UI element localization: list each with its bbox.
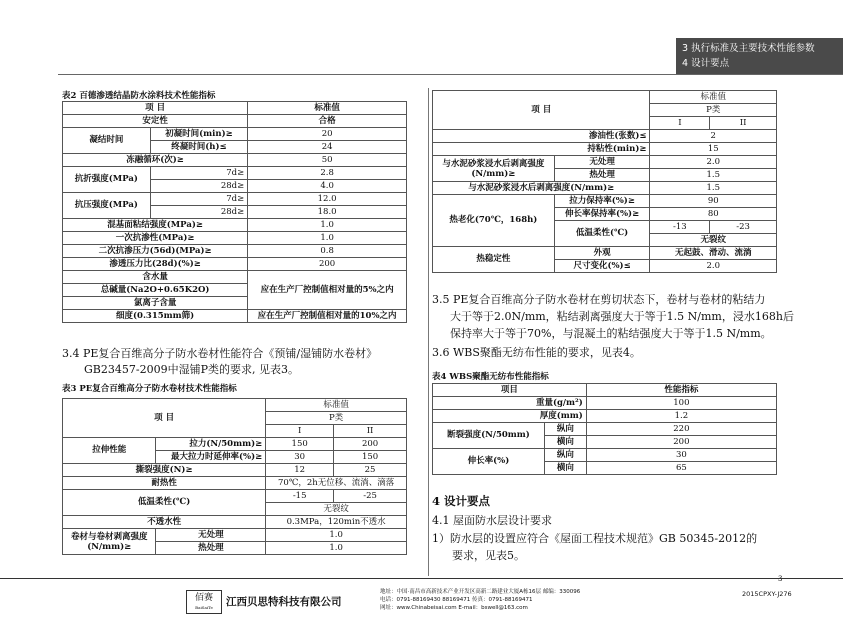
table4-header-value: 性能指标 [586, 384, 776, 397]
table2-cell: 氯离子含量 [63, 297, 248, 310]
table4-cell: 重量(g/m²) [433, 397, 587, 410]
table2-cell: 总碱量(Na2O+0.65K2O) [63, 284, 248, 297]
table3b-cell: 热处理 [554, 169, 650, 182]
table3b-header-item: 项 目 [433, 91, 650, 130]
column-divider [428, 88, 429, 576]
table3-cell: -15 [266, 490, 334, 503]
logo-subtext: BaiSaiTe [195, 605, 213, 610]
table3-cell: 无处理 [156, 529, 266, 542]
table4-cell: 纵向 [544, 449, 586, 462]
table4-cell: 200 [586, 436, 776, 449]
table3-cell: 耐热性 [63, 477, 266, 490]
table2-cell: 应在生产厂控制值相对量的10%之内 [248, 310, 407, 323]
table3b-header-i: I [650, 117, 710, 130]
table3b-cell: -13 [650, 221, 710, 234]
table3-header-p: P类 [266, 412, 407, 425]
table2-cell: 一次抗渗性(MPa)≥ [63, 232, 248, 245]
table3b-cell: 拉力保持率(%)≥ [554, 195, 650, 208]
section-3-5-line3: 保持率大于等于70%，与混凝土的粘结强度大于等于1.5 N/mm。 [450, 327, 772, 340]
table2-cell: 24 [248, 141, 407, 154]
table3b-cell: 90 [650, 195, 777, 208]
table2-header-std: 标准值 [248, 102, 407, 115]
table3-continued [432, 90, 777, 273]
table2-header-item: 项 目 [63, 102, 248, 115]
table3b-cell: 渗油性(张数)≤ [433, 130, 650, 143]
header-line-1: 3 执行标准及主要技术性能参数 [682, 43, 815, 54]
table3-cell: 25 [334, 464, 407, 477]
table4 [432, 383, 777, 475]
table3-header-i: I [266, 425, 334, 438]
table3-cell: 不透水性 [63, 516, 266, 529]
table3b-cell: 外观 [554, 247, 650, 260]
section-4-1-item1-line1: 1）防水层的设置应符合《屋面工程技术规范》GB 50345-2012的 [432, 532, 758, 545]
table3 [62, 398, 407, 555]
table3-cell: 热处理 [156, 542, 266, 555]
table3b-cell: 热稳定性 [433, 247, 555, 273]
table2-cell: 初凝时间(min)≥ [150, 128, 248, 141]
table3b-cell: 与水泥砂浆浸水后剥离强度(N/mm)≥ [433, 156, 555, 182]
table2-cell: 渗透压力比(28d)(%)≥ [63, 258, 248, 271]
section-4-1-title: 4.1 屋面防水层设计要求 [432, 514, 552, 527]
table3-cell: 200 [334, 438, 407, 451]
header-rule [58, 74, 843, 75]
section-4-1-item1-line2: 要求，见表5。 [452, 549, 525, 562]
table3b-cell: 无处理 [554, 156, 650, 169]
table3-cell: 0.3MPa，120min不透水 [266, 516, 407, 529]
table3-cell: 无裂纹 [266, 503, 407, 516]
table3b-cell: 伸长率保持率(%)≥ [554, 208, 650, 221]
table2-cell: 20 [248, 128, 407, 141]
table3b-header-std: 标准值 [650, 91, 777, 104]
table4-cell: 1.2 [586, 410, 776, 423]
table2-cell: 混基面粘结强度(MPa)≥ [63, 219, 248, 232]
table3b-cell: 1.5 [650, 169, 777, 182]
table2-cell: 应在生产厂控制值相对量的5%之内 [248, 271, 407, 310]
table3-cell: 30 [266, 451, 334, 464]
table4-cell: 65 [586, 462, 776, 475]
table2-cell: 终凝时间(h)≤ [150, 141, 248, 154]
header-line-2: 4 设计要点 [682, 58, 730, 69]
table2-cell: 抗压强度(MPa) [63, 193, 151, 219]
table2-cell: 12.0 [248, 193, 407, 206]
table4-cell: 断裂强度(N/50mm) [433, 423, 545, 449]
table3-caption: 表3 PE复合百维高分子防水卷材技术性能指标 [62, 384, 237, 394]
table3b-cell: 尺寸变化(%)≤ [554, 260, 650, 273]
table3b-cell: 2.0 [650, 156, 777, 169]
table4-cell: 伸长率(%) [433, 449, 545, 475]
table2-cell: 2.8 [248, 167, 407, 180]
table2-cell: 冻融循环(次)≥ [63, 154, 248, 167]
table4-cell: 220 [586, 423, 776, 436]
table3b-cell: 2.0 [650, 260, 777, 273]
section-3-4-line2: GB23457-2009中湿铺P类的要求, 见表3。 [84, 363, 299, 376]
table3-cell: -25 [334, 490, 407, 503]
table3b-cell: 1.5 [650, 182, 777, 195]
table2-cell: 4.0 [248, 180, 407, 193]
table2-cell: 200 [248, 258, 407, 271]
table3-cell: 1.0 [266, 529, 407, 542]
page-number: 3 [778, 575, 783, 583]
table3-cell: 150 [334, 451, 407, 464]
table3-cell: 拉伸性能 [63, 438, 156, 464]
section-header-tab [676, 38, 843, 74]
table2 [62, 101, 407, 323]
table2-cell: 50 [248, 154, 407, 167]
table2-cell: 含水量 [63, 271, 248, 284]
table2-cell: 二次抗渗压力(56d)(MPa)≥ [63, 245, 248, 258]
footer-website: 网址：www.Chinabeisai.com E-mail：bswell@163.com [380, 605, 528, 611]
footer-contact [380, 588, 580, 612]
table3b-cell: 无裂纹 [650, 234, 777, 247]
table3-cell: 拉力(N/50mm)≥ [156, 438, 266, 451]
table3b-cell: 与水泥砂浆浸水后剥离强度(N/mm)≥ [433, 182, 650, 195]
table3-header-ii: II [334, 425, 407, 438]
table4-cell: 100 [586, 397, 776, 410]
table4-cell: 纵向 [544, 423, 586, 436]
table2-cell: 0.8 [248, 245, 407, 258]
section-3-6: 3.6 WBS聚酯无纺布性能的要求，见表4。 [432, 346, 641, 359]
table2-cell: 18.0 [248, 206, 407, 219]
table3b-cell: 无起鼓、滑动、流淌 [650, 247, 777, 260]
table2-cell: 7d≥ [150, 193, 248, 206]
table3-cell: 70℃，2h无位移、流淌、滴落 [266, 477, 407, 490]
section-3-5-line1: 3.5 PE复合百维高分子防水卷材在剪切状态下，卷材与卷材的粘结力 [432, 293, 766, 306]
table4-cell: 横向 [544, 462, 586, 475]
table2-caption: 表2 百德渗透结晶防水涂料技术性能指标 [62, 91, 216, 101]
table2-cell: 1.0 [248, 219, 407, 232]
table3-cell: 低温柔性(℃) [63, 490, 266, 516]
table2-cell: 合格 [248, 115, 407, 128]
logo-text: 佰赛 [194, 593, 213, 603]
table3-cell: 卷材与卷材剥离强度(N/mm)≥ [63, 529, 156, 555]
table2-cell: 安定性 [63, 115, 248, 128]
table3-cell: 12 [266, 464, 334, 477]
table3b-cell: 15 [650, 143, 777, 156]
table4-cell: 30 [586, 449, 776, 462]
table2-cell: 7d≥ [150, 167, 248, 180]
table4-cell: 横向 [544, 436, 586, 449]
table4-cell: 厚度(mm) [433, 410, 587, 423]
footer-phone: 电话：0791-88169430 88169471 传真：0791-88169471 [380, 597, 533, 603]
table3b-cell: 持粘性(min)≥ [433, 143, 650, 156]
document-code: 2015CPXY-J276 [742, 590, 792, 598]
table3b-header-p: P类 [650, 104, 777, 117]
footer-address: 地址：中国·南昌市高新技术产业开发区高新二路建业大厦A栋16层 邮编：330096 [380, 589, 581, 595]
table3-cell: 最大拉力时延伸率(%)≥ [156, 451, 266, 464]
table2-cell: 凝结时间 [63, 128, 151, 154]
table3b-cell: -23 [710, 221, 777, 234]
section-3-4-line1: 3.4 PE复合百维高分子防水卷材性能符合《预铺/湿铺防水卷材》 [62, 347, 378, 360]
table3-header-std: 标准值 [266, 399, 407, 412]
table3b-cell: 低温柔性(℃) [554, 221, 650, 247]
table2-cell: 28d≥ [150, 180, 248, 193]
company-logo [186, 590, 222, 614]
table3-cell: 撕裂强度(N)≥ [63, 464, 266, 477]
section-4-title: 4 设计要点 [432, 494, 491, 508]
table3-cell: 1.0 [266, 542, 407, 555]
company-name: 江西贝思特科技有限公司 [226, 596, 342, 608]
table3b-header-ii: II [710, 117, 777, 130]
table4-caption: 表4 WBS聚酯无纺布性能指标 [432, 372, 549, 382]
table3-header-item: 项 目 [63, 399, 266, 438]
table2-cell: 1.0 [248, 232, 407, 245]
table3-cell: 150 [266, 438, 334, 451]
table2-cell: 细度(0.315mm筛) [63, 310, 248, 323]
table2-cell: 抗折强度(MPa) [63, 167, 151, 193]
footer-rule [0, 578, 843, 579]
table3b-cell: 热老化(70℃，168h) [433, 195, 555, 247]
table4-header-item: 项目 [433, 384, 587, 397]
section-3-5-line2: 大于等于2.0N/mm，粘结剥离强度大于等于1.5 N/mm，浸水168h后 [450, 310, 794, 323]
table3b-cell: 2 [650, 130, 777, 143]
table2-cell: 28d≥ [150, 206, 248, 219]
table3b-cell: 80 [650, 208, 777, 221]
